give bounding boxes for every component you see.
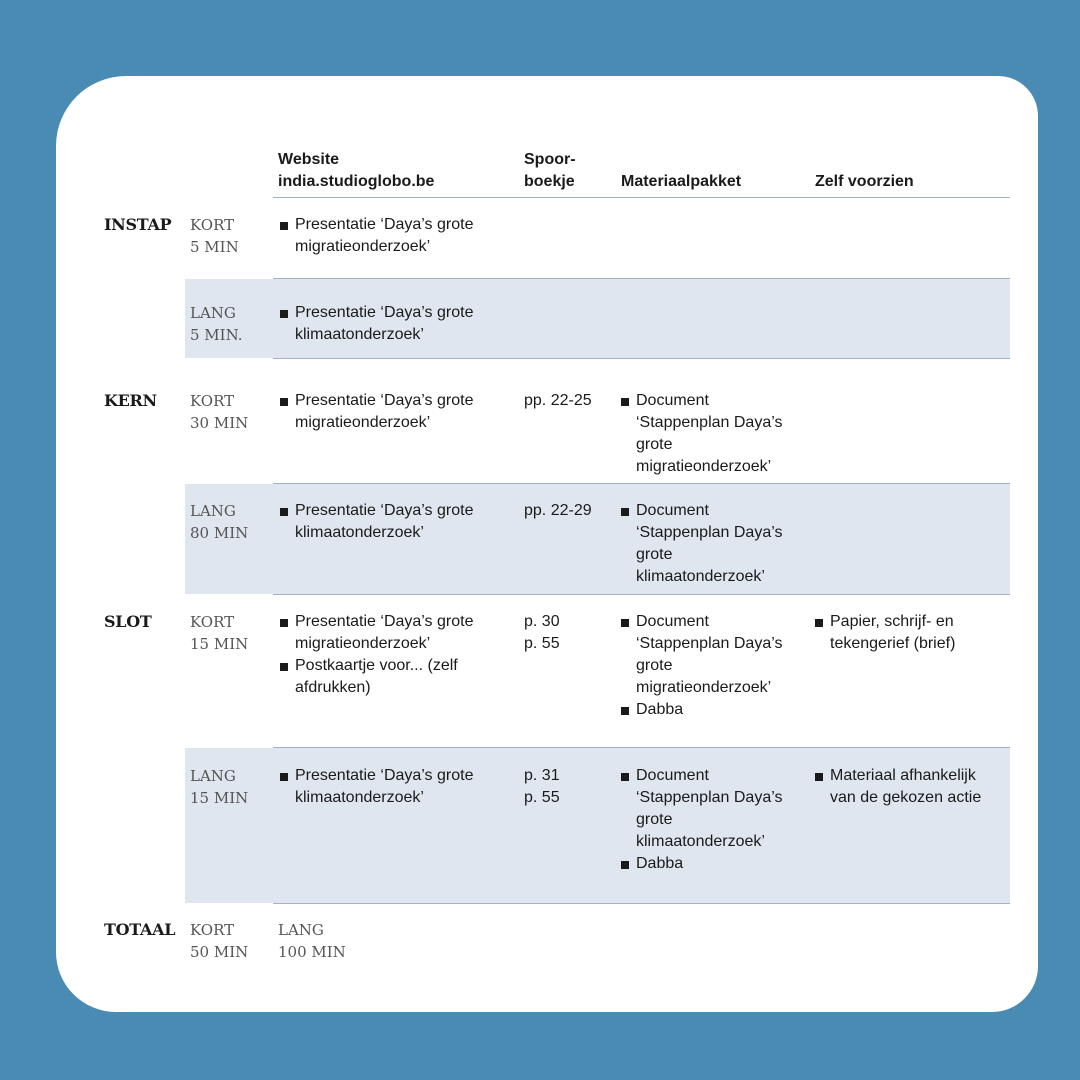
website-list [280, 500, 500, 544]
divider [273, 358, 1010, 359]
list-item: Presentatie ‘Daya’s grote migratieonderzoek’ [280, 611, 500, 655]
header-zelf-voorzien: Zelf voorzien [815, 173, 914, 190]
zelf-list [815, 765, 995, 809]
list-item: Materiaal afhankelijk van de gekozen actie [815, 765, 995, 809]
header-spoorboekje: Spoor- boekje [524, 151, 576, 190]
website-list [280, 765, 500, 809]
spoorboekje-pages: p. 30 p. 55 [524, 613, 560, 652]
duration-slot-kort: KORT 15 MIN [190, 613, 249, 653]
totaal-kort: KORT 50 MIN [190, 921, 249, 961]
phase-slot: SLOT [104, 612, 152, 631]
website-list [280, 611, 500, 699]
header-website: Website india.studioglobo.be [278, 151, 435, 190]
materiaal-list [621, 390, 791, 478]
duration-kern-lang: LANG 80 MIN [190, 502, 249, 542]
list-item: Document ‘Stappenplan Daya’s grote klimaatonderzoek’ [621, 765, 791, 853]
list-item: Postkaartje voor... (zelf afdrukken) [280, 655, 500, 699]
website-list [280, 214, 500, 258]
divider [273, 903, 1010, 904]
spoorboekje-pages: pp. 22-25 [524, 392, 592, 409]
list-item: Presentatie ‘Daya’s grote klimaatonderzoek’ [280, 500, 500, 544]
phase-totaal: TOTAAL [104, 920, 176, 939]
list-item: Papier, schrijf- en tekengerief (brief) [815, 611, 995, 655]
totaal-lang: LANG 100 MIN [278, 921, 346, 961]
divider [273, 594, 1010, 595]
divider [273, 278, 1010, 279]
materiaal-list [621, 611, 791, 721]
duration-slot-lang: LANG 15 MIN [190, 767, 249, 807]
list-item: Dabba [621, 699, 791, 721]
list-item: Presentatie ‘Daya’s grote migratieonderzoek’ [280, 390, 500, 434]
list-item: Document ‘Stappenplan Daya’s grote klimaatonderzoek’ [621, 500, 791, 588]
divider [273, 483, 1010, 484]
header-materiaalpakket: Materiaalpakket [621, 173, 742, 190]
list-item: Document ‘Stappenplan Daya’s grote migratieonderzoek’ [621, 390, 791, 478]
phase-kern: KERN [104, 391, 157, 410]
list-item: Dabba [621, 853, 791, 875]
website-list [280, 302, 500, 346]
duration-instap-lang: LANG 5 MIN. [190, 304, 243, 344]
list-item: Document ‘Stappenplan Daya’s grote migratieonderzoek’ [621, 611, 791, 699]
list-item: Presentatie ‘Daya’s grote klimaatonderzoek’ [280, 765, 500, 809]
website-list [280, 390, 500, 434]
divider [273, 747, 1010, 748]
materiaal-list [621, 500, 791, 588]
header-divider [273, 197, 1010, 198]
spoorboekje-pages: pp. 22-29 [524, 502, 592, 519]
list-item: Presentatie ‘Daya’s grote klimaatonderzoek’ [280, 302, 500, 346]
list-item: Presentatie ‘Daya’s grote migratieonderzoek’ [280, 214, 500, 258]
zelf-list [815, 611, 995, 655]
spoorboekje-pages: p. 31 p. 55 [524, 767, 560, 806]
duration-instap-kort: KORT 5 MIN [190, 216, 239, 256]
duration-kern-kort: KORT 30 MIN [190, 392, 249, 432]
phase-instap: INSTAP [104, 215, 172, 234]
materiaal-list [621, 765, 791, 875]
